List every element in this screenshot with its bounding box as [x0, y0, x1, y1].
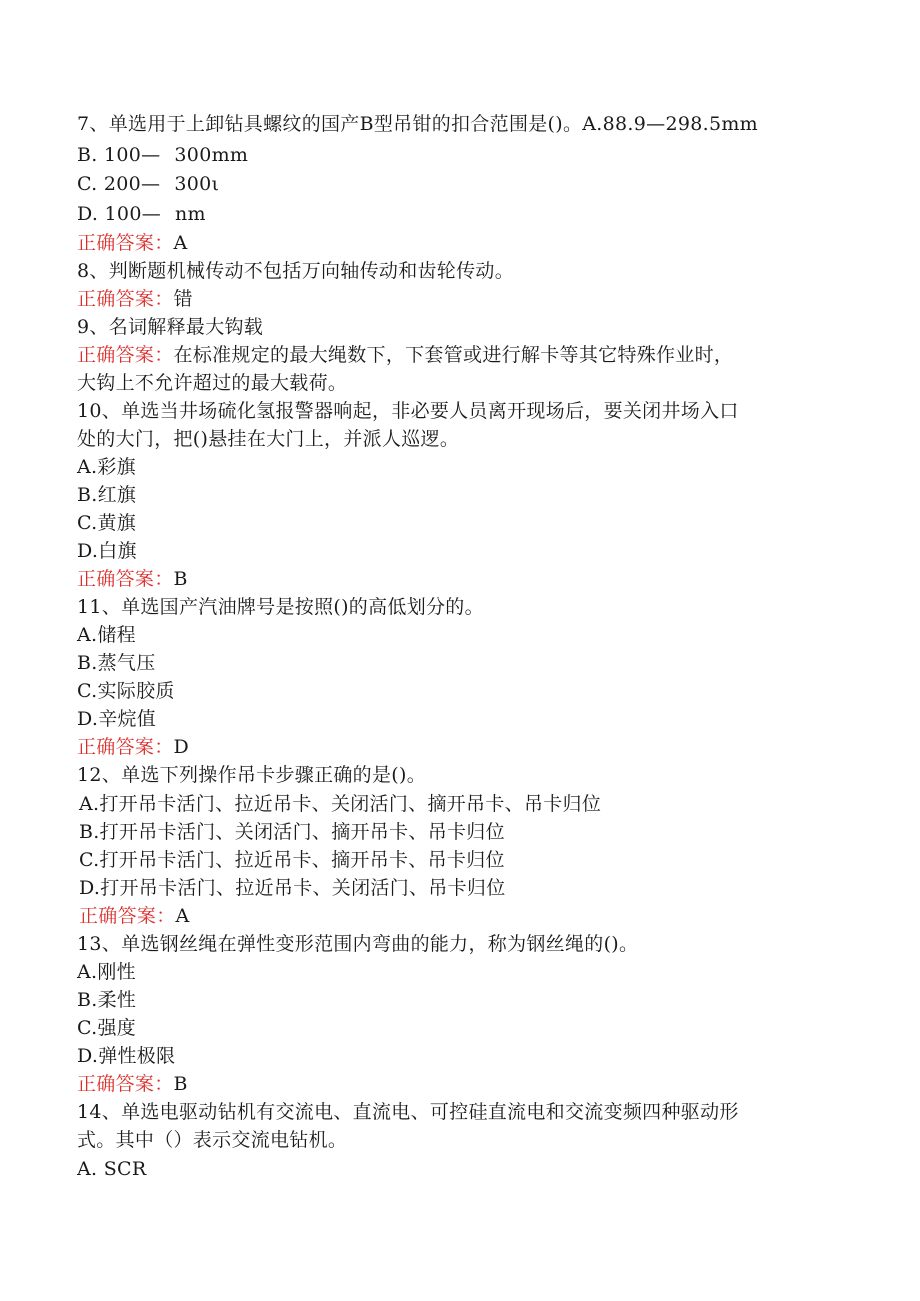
option-c: C.打开吊卡活门、拉近吊卡、摘开吊卡、吊卡归位	[79, 849, 505, 871]
option-text-2: nm	[175, 203, 206, 225]
answer-value: A	[173, 232, 188, 254]
option-a: A.彩旗	[77, 456, 136, 478]
answer-value: B	[173, 568, 188, 590]
question-stem-continuation: 式。其中（）表示交流电钻机。	[77, 1129, 348, 1151]
option-a: A.打开吊卡活门、拉近吊卡、关闭活门、摘开吊卡、吊卡归位	[79, 793, 602, 815]
answer-value: D	[173, 736, 190, 758]
answer-line	[77, 286, 193, 312]
question-stem: 11、单选国产汽油牌号是按照()的高低划分的。	[77, 596, 484, 618]
option-c: C.实际胶质	[77, 680, 175, 702]
answer-value: 在标准规定的最大绳数下，下套管或进行解卡等其它特殊作业时，	[173, 344, 734, 366]
question-stem: 9、名词解释最大钩载	[77, 316, 264, 338]
option-letter: C.	[77, 173, 98, 195]
answer-line	[77, 230, 188, 256]
option-b: B.打开吊卡活门、关闭活门、摘开吊卡、吊卡归位	[79, 821, 505, 843]
answer-label: 正确答案：	[77, 288, 174, 310]
question-stem: 14、单选电驱动钻机有交流电、直流电、可控硅直流电和交流变频四种驱动形	[77, 1101, 739, 1123]
option-text: 100—	[104, 203, 162, 225]
option-text: 100—	[103, 144, 161, 166]
question-stem: 12、单选下列操作吊卡步骤正确的是()。	[77, 764, 427, 786]
option-d: D.辛烷值	[77, 708, 157, 730]
option-a: A.储程	[77, 624, 136, 646]
question-stem: 8、判断题机械传动不包括万向轴传动和齿轮传动。	[77, 260, 514, 282]
answer-value: A	[175, 905, 190, 927]
option-b	[77, 142, 248, 168]
option-a: A.刚性	[77, 961, 136, 983]
option-c: C.强度	[77, 1017, 137, 1039]
question-stem: 7、单选用于上卸钻具螺纹的国产B型吊钳的扣合范围是()。A.88.9—298.5mm	[77, 113, 758, 135]
answer-continuation: 大钩上不允许超过的最大载荷。	[77, 372, 348, 394]
answer-label: 正确答案：	[77, 1073, 174, 1095]
question-stem-continuation: 处的大门，把()悬挂在大门上，并派人巡逻。	[77, 428, 460, 450]
answer-line	[77, 1071, 188, 1097]
option-text: 200—	[103, 173, 161, 195]
option-d: D.白旗	[77, 540, 137, 562]
question-stem: 13、单选钢丝绳在弹性变形范围内弯曲的能力，称为钢丝绳的()。	[77, 933, 639, 955]
answer-line	[79, 903, 190, 929]
option-text-2: 300ι	[174, 173, 220, 195]
option-d	[77, 201, 206, 227]
question-stem: 10、单选当井场硫化氢报警器响起，非必要人员离开现场后，要关闭井场入口	[77, 400, 739, 422]
answer-line	[77, 342, 733, 368]
option-c: C.黄旗	[77, 512, 137, 534]
answer-label: 正确答案：	[77, 736, 174, 758]
option-b: B.蒸气压	[77, 652, 156, 674]
option-d: D.打开吊卡活门、拉近吊卡、关闭活门、吊卡归位	[79, 877, 506, 899]
answer-label: 正确答案：	[77, 232, 174, 254]
answer-value: 错	[173, 288, 193, 310]
answer-label: 正确答案：	[79, 905, 176, 927]
option-b: B.红旗	[77, 484, 137, 506]
option-b: B.柔性	[77, 989, 137, 1011]
option-letter: B.	[77, 144, 98, 166]
answer-label: 正确答案：	[77, 344, 174, 366]
option-a: A. SCR	[77, 1158, 147, 1180]
answer-line	[77, 566, 188, 592]
answer-line	[77, 734, 189, 760]
answer-label: 正确答案：	[77, 568, 174, 590]
option-d: D.弹性极限	[77, 1045, 176, 1067]
answer-value: B	[173, 1073, 188, 1095]
option-letter: D.	[77, 203, 99, 225]
option-text-2: 300mm	[174, 144, 249, 166]
option-c	[77, 171, 219, 197]
